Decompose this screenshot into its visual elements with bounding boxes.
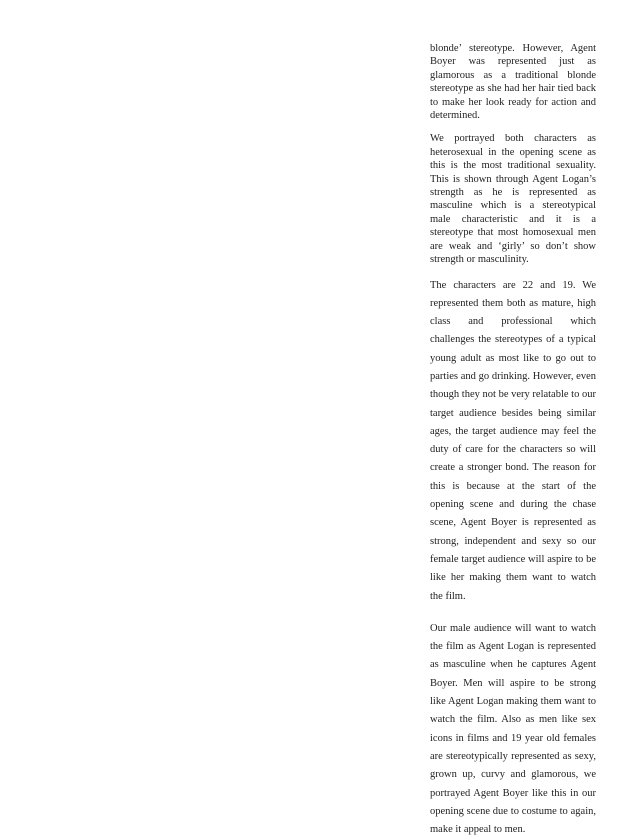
paragraph-1: blonde’ stereotype. However, Agent Boyer was represented just as glamorous as a traditional blonde stereotype as she had her hair tied back to make her look ready for action and determined. (430, 43, 596, 122)
paragraph-2: We portrayed both characters as heterosexual in the opening scene as this is the most traditional sexuality. This is shown through Agent Logan’s strength as he is represented as masculine which is a stereotypical male characteristic and it is a stereotype that most homosexual men are weak and ‘girly’ so don’t show strength or masculinity. (430, 133, 596, 266)
paragraph-3: The characters are 22 and 19. We represented them both as mature, high class and professional which challenges the stereotypes of a typical young adult as most like to go out to parties and go drinking. However, even though they not be very relatable to our target audience besides being similar ages, the target audience may feel the duty of care for the characters so will create a stronger bond. The reason for this is because at the start of the opening scene and during the chase scene, Agent Boyer is represented as strong, independent and sexy so our female target audience will aspire to be like her making them want to watch the film. (430, 279, 596, 602)
paragraph-4: Our male audience will want to watch the film as Agent Logan is represented as masculine when he captures Agent Boyer. Men will aspire to be strong like Agent Logan making them want to watch the film. Also as men like sex icons in films and 19 year old females are stereotypically represented as sexy, grown up, curvy and glamorous, we portrayed Agent Boyer like this in our opening scene due to costume to again, make it appeal to men. (430, 622, 596, 836)
text-column (430, 42, 596, 839)
